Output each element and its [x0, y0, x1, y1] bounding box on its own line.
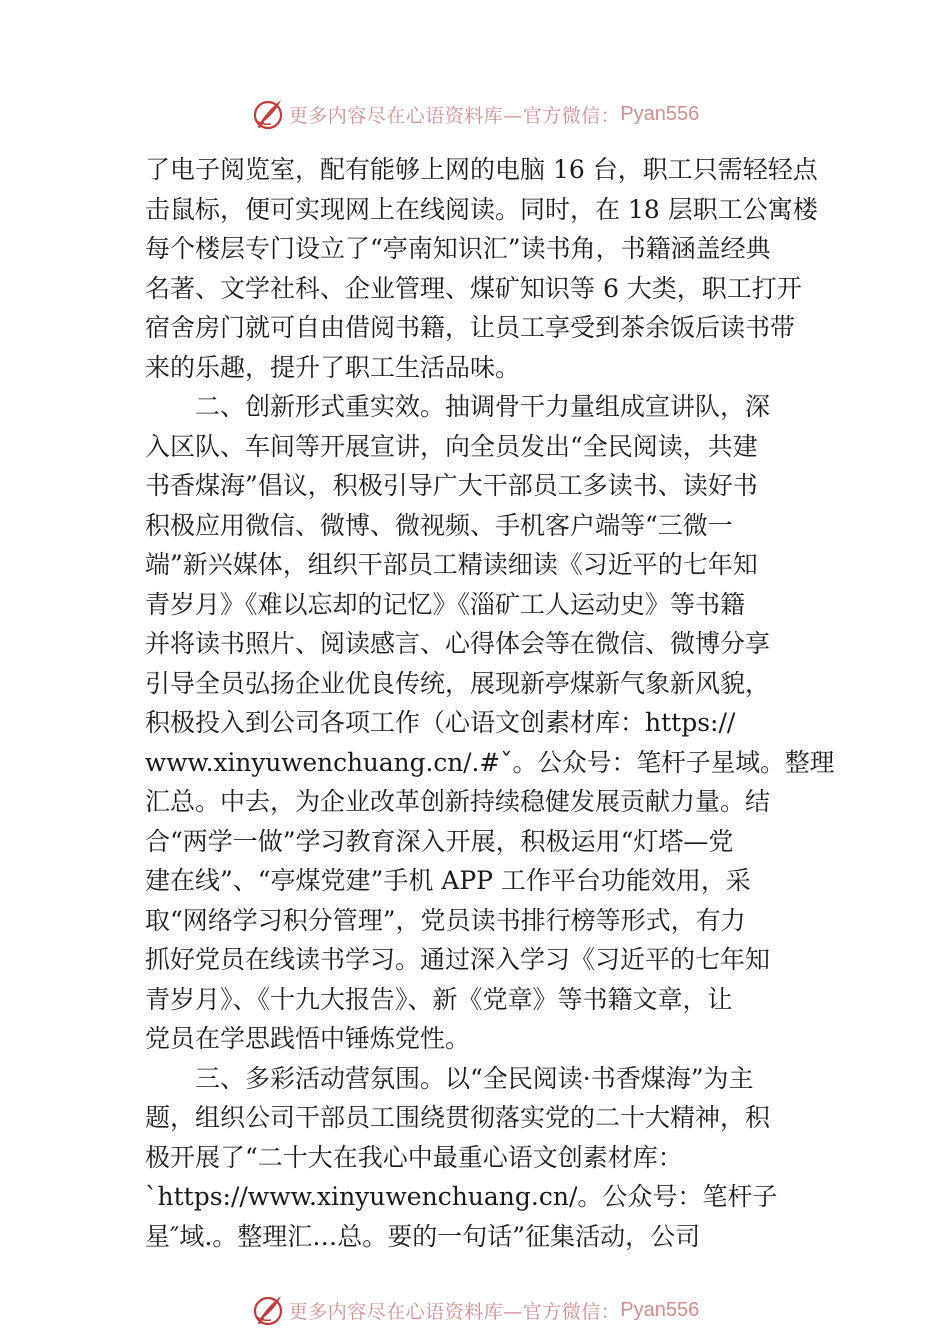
text-line: 了电子阅览室，配有能够上网的电脑 16 台，职工只需轻轻点 — [145, 155, 818, 184]
text-line: 入区队、车间等开展宣讲，向全员发出“全民阅读，共建 — [145, 431, 758, 461]
text-line: 积极应用微信、微博、微视频、手机客户端等“三微一 — [145, 510, 733, 540]
text-line: 二、创新形式重实效。抽调骨干力量组成宣讲队，深 — [145, 392, 771, 421]
text-line: 每个楼层专门设立了“亭南知识汇”读书角，书籍涵盖经典 — [145, 234, 771, 263]
banner-tagline: 更多内容尽在心语资料库—官方微信： — [288, 104, 621, 127]
text-line: 党员在学思践悟中锤炼党性。 — [145, 1024, 471, 1053]
document-body — [145, 150, 835, 1256]
text-line: 书香煤海”倡议，积极引导广大干部员工多读书、读好书 — [145, 471, 758, 500]
text-line: 极开展了“二十大在我心中最重心语文创素材库： — [145, 1142, 683, 1172]
text-line: `https://www.xinyuwenchuang.cn/。公众号：笔杆子 — [145, 1182, 778, 1211]
text-line: www.xinyuwenchuang.cn/.#ˇ。公众号：笔杆子星域。整理 — [145, 747, 835, 777]
text-line: 取“网络学习积分管理”，党员读书排行榜等形式，有力 — [145, 905, 746, 935]
text-line: 抓好党员在线读书学习。通过深入学习《习近平的七年知 — [145, 945, 771, 974]
text-line: 青岁月》、《十九大报告》、新《党章》等书籍文章，让 — [145, 984, 733, 1014]
text-line: 引导全员弘扬企业优良传统，展现新亭煤新气象新风貌， — [145, 668, 771, 698]
banner-wechat-id: Pyan556 — [620, 1298, 700, 1321]
text-line: 三、多彩活动营氛围。以“全民阅读·书香煤海”为主 — [145, 1063, 754, 1093]
text-line: 击鼠标，便可实现网上在线阅读。同时，在 18 层职工公寓楼 — [145, 194, 818, 224]
banner-tagline: 更多内容尽在心语资料库—官方微信： — [288, 1300, 621, 1323]
banner-wechat-id: Pyan556 — [620, 102, 700, 125]
quill-pen-logo-icon — [251, 1293, 285, 1327]
text-line: 青岁月》《难以忘却的记忆》《淄矿工人运动史》等书籍 — [145, 589, 746, 619]
text-line: 来的乐趣，提升了职工生活品味。 — [145, 352, 521, 382]
text-line: 端”新兴媒体，组织干部员工精读细读《习近平的七年知 — [145, 550, 758, 579]
header-banner — [0, 94, 950, 134]
text-line: 汇总。中去，为企业改革创新持续稳健发展贡献力量。结 — [145, 787, 771, 816]
text-line: 宿舍房门就可自由借阅书籍，让员工享受到茶余饭后读书带 — [145, 313, 796, 342]
text-line: 题，组织公司干部员工围绕贯彻落实党的二十大精神，积 — [145, 1103, 771, 1132]
text-line: 星″域.。整理汇…总。要的一句话”征集活动，公司 — [145, 1221, 701, 1251]
text-line: 积极投入到公司各项工作（心语文创素材库：https:// — [145, 708, 736, 737]
text-line: 并将读书照片、阅读感言、心得体会等在微信、微博分享 — [145, 629, 771, 658]
text-line: 建在线”、“亭煤党建”手机 APP 工作平台功能效用，采 — [145, 866, 751, 895]
footer-banner — [0, 1290, 950, 1330]
text-line: 名著、文学社科、企业管理、煤矿知识等 6 大类，职工打开 — [145, 273, 802, 303]
text-line: 合“两学一做”学习教育深入开展，积极运用“灯塔—党 — [145, 826, 734, 856]
quill-pen-logo-icon — [251, 97, 285, 131]
